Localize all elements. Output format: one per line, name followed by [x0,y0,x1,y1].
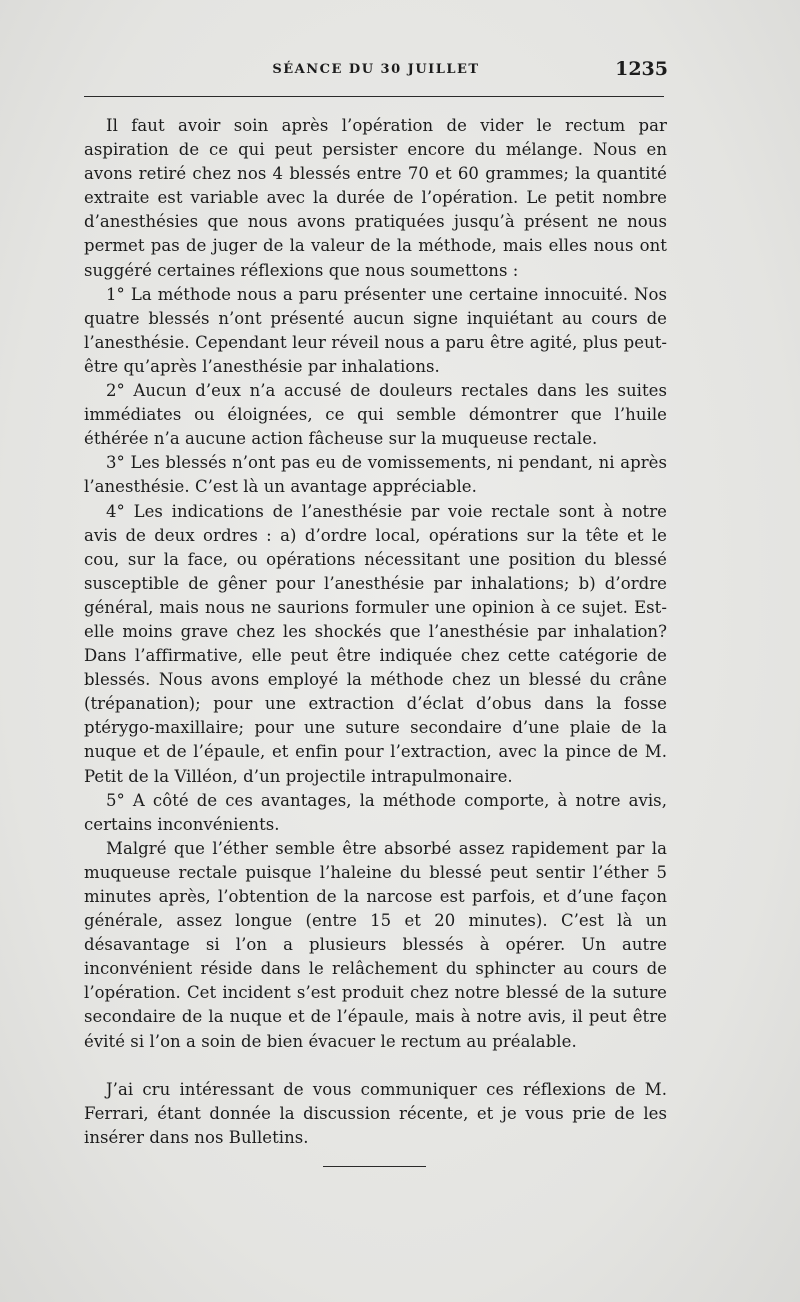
paragraph-inconvenients: Malgré que l’éther semble être absorbé assez rapidement par la muqueuse rectale puisque l’haleine du blessé peut sentir l’éther 5 minutes après, l’obtention de la narcose est parfois, et d’une façon générale, assez longue (entre 15 et 20 minutes). C’est là un désavantage si l’on a plusieurs blessés à opérer. Un autre inconvénient réside dans le relâchement du sphincter au cours de l’opération. Cet incident s’est produit chez notre blessé de la suture secondaire de la nuque et de l’épaule, mais à notre avis, il peut être évité si l’on a soin de bien évacuer le rectum au préalable. [84,838,667,1051]
body-text [84,114,667,1150]
page-number: 1235 [615,58,668,80]
paragraph-conclusion: J’ai cru intéressant de vous communiquer ces réflexions de M. Ferrari, étant donnée la discussion récente, et je vous prie de les insérer dans nos Bulletins. [84,1079,667,1147]
paragraph-point-2: 2° Aucun d’eux n’a accusé de douleurs rectales dans les suites immédiates ou éloignées, ce qui semble démontrer que l’huile éthérée n’a aucune action fâcheuse sur la muqueuse rectale. [84,381,667,449]
paragraph-point-4: 4° Les indications de l’anesthésie par voie rectale sont à notre avis de deux ordres : a) d’ordre local, opérations sur la tête et le cou, sur la face, ou opérations nécessitant une position du blessé susceptible de gêner pour l’anesthésie par inhalations; b) d’ordre général, mais nous ne saurions formuler une opinion à ce sujet. Est-elle moins grave chez les shockés que l’anesthésie par inhalation? Dans l’affirmative, elle peut être indiquée chez cette catégorie de blessés. Nous avons employé la méthode chez un blessé du crâne (trépanation); pour une extraction d’éclat d’obus dans la fosse ptérygo-maxillaire; pour une suture secondaire d’une plaie de la nuque et de l’épaule, et enfin pour l’extraction, avec la pince de M. Petit de la Villéon, d’un projectile intrapulmonaire. [84,501,667,786]
running-title: SÉANCE DU 30 JUILLET [272,62,480,77]
closing-rule [323,1166,426,1167]
paragraph-point-1: 1° La méthode nous a paru présenter une certaine innocuité. Nos quatre blessés n’ont présenté aucun signe inquiétant au cours de l’anesthésie. Cependant leur réveil nous a paru être agité, plus peut-être qu’après l’anesthésie par inhalations. [84,284,667,376]
header-rule [84,96,664,97]
running-head [84,58,668,88]
paragraph-aspiration: Il faut avoir soin après l’opération de vider le rectum par aspiration de ce qui peut persister encore du mélange. Nous en avons retiré chez nos 4 blessés entre 70 et 60 grammes; la quantité extraite est variable avec la durée de l’opération. Le petit nombre d’anesthésies que nous avons pratiquées jusqu’à présent ne nous permet pas de juger de la valeur de la méthode, mais elles nous ont suggéré certaines réflexions que nous soumettons : [84,116,667,280]
paragraph-point-5: 5° A côté de ces avantages, la méthode comporte, à notre avis, certains inconvénients. [84,790,667,834]
paragraph-spacer [84,1054,667,1078]
paragraph-point-3: 3° Les blessés n’ont pas eu de vomissements, ni pendant, ni après l’anesthésie. C’est là un avantage appréciable. [84,453,667,497]
